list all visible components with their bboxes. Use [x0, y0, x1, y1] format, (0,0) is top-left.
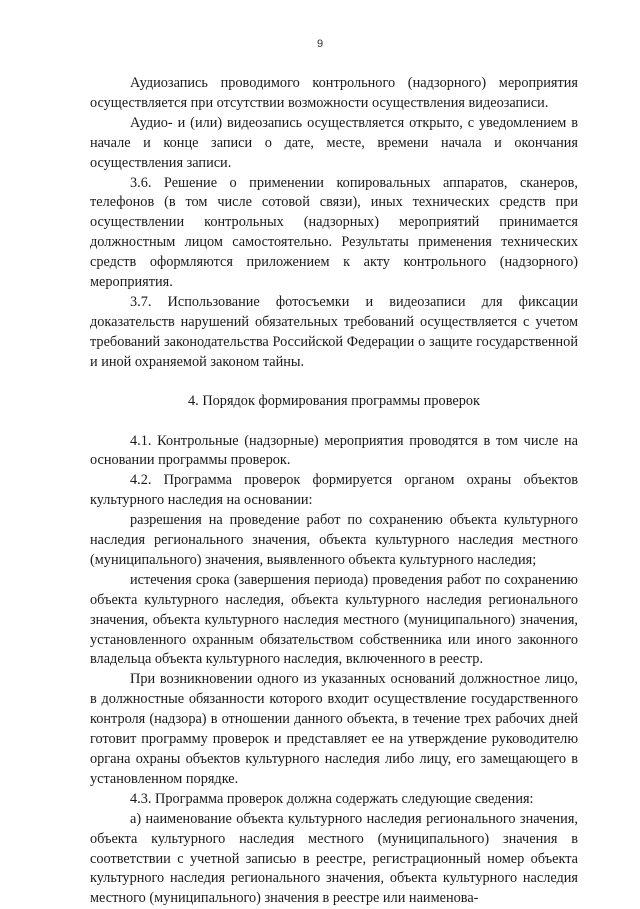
page-number: 9	[316, 38, 324, 50]
paragraph: истечения срока (завершения периода) проведения работ по сохранению объекта культурного наследия, объекта культурного наследия регионального значения, объекта культурного наследия местного (муниципального) значения, установленного охранным обязательством собственника или иного законного владельца объекта культурного наследия, включенного в реестр.	[90, 571, 578, 668]
paragraph: 4.3. Программа проверок должна содержать следующие сведения:	[130, 790, 534, 807]
document-body	[90, 74, 578, 909]
paragraph: а) наименование объекта культурного наследия регионального значения, объекта культурного наследия местного (муниципального) значения в соответствии с учетной записью в реестре, регистрационный номер объекта культурного наследия регионального значения, объекта культурного наследия местного (муниципального) значения в реестре или наименова-	[90, 810, 578, 907]
paragraph: 3.7. Использование фотосъемки и видеозаписи для фиксации доказательств нарушений обязательных требований осуществляется с учетом требований законодательства Российской Федерации о защите государственной и иной охраняемой законом тайны.	[90, 293, 578, 370]
paragraph: Аудио- и (или) видеозапись осуществляется открыто, с уведомлением в начале и конце записи о дате, месте, времени начала и окончания осуществления записи.	[90, 114, 578, 171]
paragraph: разрешения на проведение работ по сохранению объекта культурного наследия регионального значения, объекта культурного наследия местного (муниципального) значения, выявленного объекта культурного наследия;	[90, 512, 578, 568]
section-heading: 4. Порядок формирования программы проверок	[188, 392, 480, 409]
paragraph: Аудиозапись проводимого контрольного (надзорного) мероприятия осуществляется при отсутствии возможности осуществления видеозаписи.	[90, 75, 578, 111]
paragraph: При возникновении одного из указанных оснований должностное лицо, в должностные обязанности которого входит осуществление государственного контроля (надзора) в отношении данного объекта, в течение трех рабочих дней готовит программу проверок и представляет ее на утверждение руководителю органа охраны объектов культурного наследия либо лицу, его замещающего в установленном порядке.	[90, 671, 578, 787]
paragraph: 4.2. Программа проверок формируется органом охраны объектов культурного наследия на основании:	[90, 472, 578, 509]
paragraph: 4.1. Контрольные (надзорные) мероприятия проводятся в том числе на основании программы проверок.	[90, 432, 578, 469]
paragraph: 3.6. Решение о применении копировальных аппаратов, сканеров, телефонов (в том числе сотовой связи), иных технических средств при осуществлении контрольных (надзорных) мероприятий принимается должностным лицом самостоятельно. Результаты применения технических средств оформляются приложением к акту контрольного (надзорного) мероприятия.	[90, 174, 578, 291]
